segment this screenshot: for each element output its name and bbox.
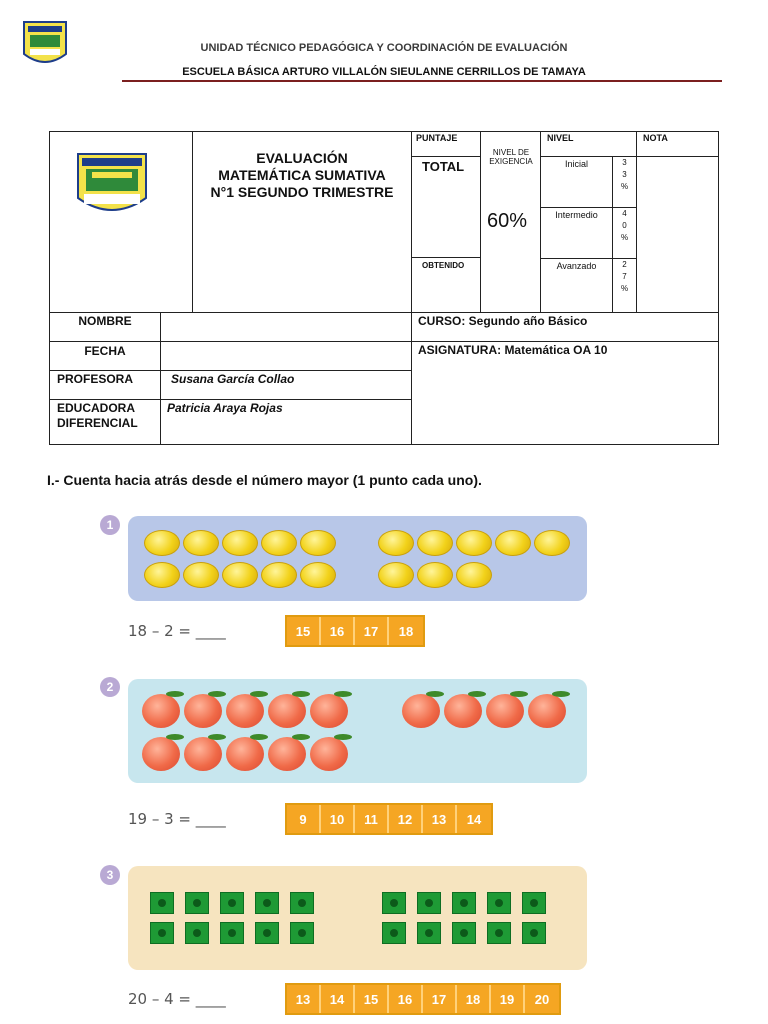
exercise-2-panel	[128, 679, 587, 783]
educadora-value: Patricia Araya Rojas	[160, 399, 412, 445]
nota-value-cell[interactable]	[636, 156, 719, 313]
total-label: TOTAL	[422, 159, 465, 174]
level-intermedio-pct: 4 0 %	[612, 207, 637, 259]
fecha-label: FECHA	[49, 341, 161, 371]
exercise-1-panel	[128, 516, 587, 601]
level-intermedio: Intermedio	[540, 207, 613, 259]
nota-header: NOTA	[636, 131, 719, 157]
level-avanzado-pct: 2 7 %	[612, 258, 637, 313]
fecha-field[interactable]	[160, 341, 412, 371]
exercise-3-equation: 20 – 4 = ____	[128, 990, 226, 1008]
nivel-exigencia-label: NIVEL DE EXIGENCIA	[489, 148, 533, 166]
level-avanzado: Avanzado	[540, 258, 613, 313]
obtenido-label: OBTENIDO	[422, 261, 465, 270]
section-title: I.- Cuenta hacia atrás desde el número mayor (1 punto cada uno).	[47, 472, 482, 488]
exercise-1-badge: 1	[100, 515, 120, 535]
header-divider	[122, 80, 722, 82]
asignatura-label: ASIGNATURA: Matemática OA 10	[411, 341, 719, 445]
school-crest-icon	[76, 152, 148, 223]
profesora-label: PROFESORA	[49, 370, 161, 400]
header-line-2: ESCUELA BÁSICA ARTURO VILLALÓN SIEULANNE CERRILLOS DE TAMAYA	[182, 66, 586, 78]
exercise-3-badge: 3	[100, 865, 120, 885]
educadora-label: EDUCADORA DIFERENCIAL	[49, 399, 161, 445]
curso-label: CURSO: Segundo año Básico	[411, 312, 719, 342]
exercise-2-badge: 2	[100, 677, 120, 697]
exercise-2-number-strip: 9 10 11 12 13 14	[285, 803, 493, 835]
header-line-1: UNIDAD TÉCNICO PEDAGÓGICA Y COORDINACIÓN DE EVALUACIÓN	[200, 42, 568, 54]
exercise-2-equation: 19 – 3 = ____	[128, 810, 226, 828]
exercise-1-equation: 18 – 2 = ____	[128, 622, 226, 640]
level-inicial: Inicial	[540, 156, 613, 208]
nivel-header: NIVEL	[540, 131, 637, 157]
exigencia-cell	[480, 131, 541, 313]
evaluation-title: EVALUACIÓN	[256, 150, 348, 166]
logo-cell	[49, 131, 193, 313]
nombre-label: NOMBRE	[49, 312, 161, 342]
puntaje-obtenido-cell	[411, 257, 481, 313]
exigencia-value: 60%	[487, 210, 528, 232]
evaluation-title-cell	[192, 131, 412, 313]
nombre-field[interactable]	[160, 312, 412, 342]
level-inicial-pct: 3 3 %	[612, 156, 637, 208]
exercise-3-panel	[128, 866, 587, 970]
evaluation-period: N°1 SEGUNDO TRIMESTRE	[210, 184, 394, 200]
exercise-1-number-strip: 15 16 17 18	[285, 615, 425, 647]
puntaje-header: PUNTAJE	[411, 131, 481, 157]
exercise-3-number-strip: 13 14 15 16 17 18 19 20	[285, 983, 561, 1015]
puntaje-total-cell	[411, 156, 481, 258]
evaluation-subtitle: MATEMÁTICA SUMATIVA	[218, 167, 386, 183]
profesora-value: Susana García Collao	[160, 370, 412, 400]
